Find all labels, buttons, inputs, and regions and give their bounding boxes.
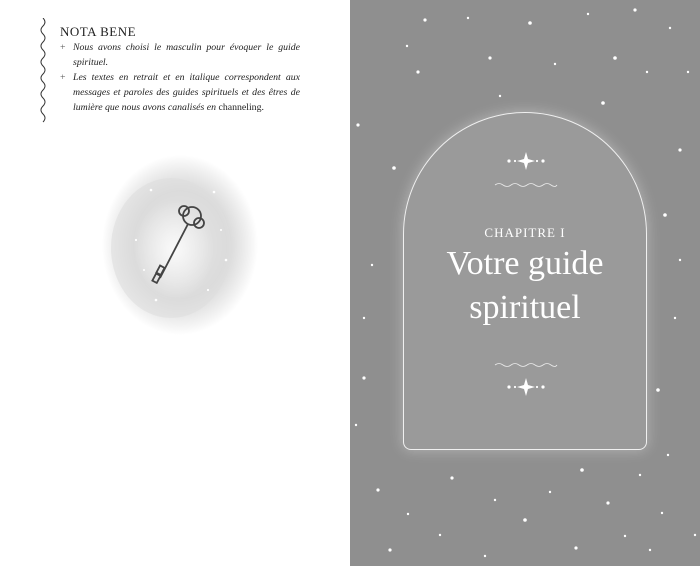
sparkle-ornament-bottom — [493, 360, 559, 400]
wavy-line-ornament — [38, 18, 48, 124]
key-illustration — [96, 150, 266, 340]
right-page — [350, 0, 700, 566]
nota-bene-title: NOTA BENE — [60, 24, 137, 39]
plus-icon: + — [60, 42, 66, 53]
nota-bene-list — [60, 40, 300, 115]
note-text: Les textes en retrait et en italique correspondent aux messages et paroles des guides spirituels et des êtres de lumière que nous avons canalisés en — [73, 72, 300, 113]
note-item — [60, 40, 300, 70]
plus-icon: + — [60, 72, 66, 83]
chapter-label: CHAPITRE I — [484, 225, 566, 240]
chapter-title: Votre guide spirituel — [446, 245, 604, 326]
note-text-roman: channeling. — [216, 102, 264, 113]
sparkle-ornament-top — [493, 152, 559, 188]
note-item — [60, 70, 300, 115]
note-text: Nous avons choisi le masculin pour évoquer le guide spirituel. — [73, 42, 300, 68]
